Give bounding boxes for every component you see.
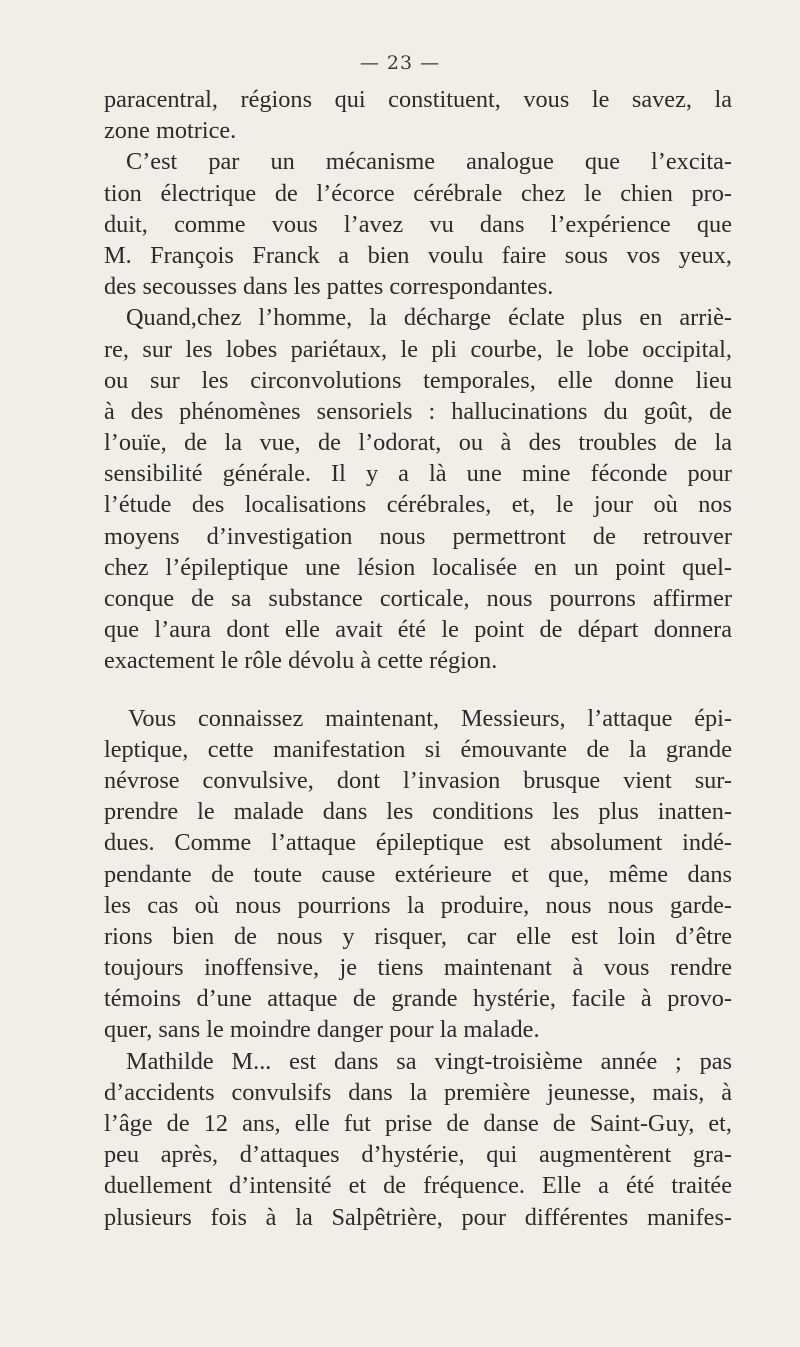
text-line: l’âge de 12 ans, elle fut prise de danse de Saint-Guy, et, <box>104 1110 732 1137</box>
text-line: M. François Franck a bien voulu faire sous vos yeux, <box>104 241 732 269</box>
text-line: que l’aura dont elle avait été le point de départ donnera <box>104 616 732 644</box>
text-line: ou sur les circonvolutions temporales, elle donne lieu <box>104 366 732 394</box>
text-line: quer, sans le moindre danger pour la malade. <box>104 1016 540 1044</box>
paragraph-gap <box>104 677 732 703</box>
paragraph <box>104 703 732 1046</box>
text-line: l’étude des localisations cérébrales, et, le jour où nos <box>104 491 732 519</box>
text-line: plusieurs fois à la Salpêtrière, pour différentes manifes- <box>104 1203 732 1231</box>
text-line: toujours inoffensive, je tiens maintenant à vous rendre <box>104 954 732 982</box>
text-line: Quand,chez l’homme, la décharge éclate plus en arriè- <box>126 304 732 332</box>
text-line: moyens d’investigation nous permettront de retrouver <box>104 522 732 550</box>
text-line: re, sur les lobes pariétaux, le pli courbe, le lobe occipital, <box>104 335 732 363</box>
text-line: zone motrice. <box>104 117 237 145</box>
text-line: paracentral, régions qui constituent, vous le savez, la <box>104 86 732 113</box>
text-line: l’ouïe, de la vue, de l’odorat, ou à des troubles de la <box>104 429 732 457</box>
text-line: prendre le malade dans les conditions les plus inatten- <box>104 798 732 826</box>
text-line: des secousses dans les pattes correspondantes. <box>104 273 554 301</box>
text-line: leptique, cette manifestation si émouvante de la grande <box>104 735 732 763</box>
text-line: névrose convulsive, dont l’invasion brusque vient sur- <box>104 766 732 794</box>
text-line: d’accidents convulsifs dans la première jeunesse, mais, à <box>104 1078 732 1106</box>
paragraph <box>104 146 732 302</box>
page-number: — 23 — <box>359 52 441 74</box>
text-line: tion électrique de l’écorce cérébrale chez le chien pro- <box>104 179 732 207</box>
paragraph <box>104 302 732 676</box>
paragraph <box>104 1046 732 1233</box>
text-line: C’est par un mécanisme analogue que l’excita- <box>126 148 732 176</box>
text-line: les cas où nous pourrions la produire, nous nous garde- <box>104 891 732 919</box>
text-line: peu après, d’attaques d’hystérie, qui augmentèrent gra- <box>104 1141 732 1169</box>
text-line: duit, comme vous l’avez vu dans l’expérience que <box>104 210 732 238</box>
body-text <box>104 84 732 1233</box>
text-line: rions bien de nous y risquer, car elle est loin d’être <box>104 922 732 950</box>
text-line: Vous connaissez maintenant, Messieurs, l’attaque épi- <box>128 704 732 732</box>
text-line: sensibilité générale. Il y a là une mine féconde pour <box>104 460 732 488</box>
text-line: duellement d’intensité et de fréquence. Elle a été traitée <box>104 1172 732 1200</box>
text-line: pendante de toute cause extérieure et que, même dans <box>104 860 732 888</box>
text-line: conque de sa substance corticale, nous pourrons affirmer <box>104 585 732 612</box>
text-line: Mathilde M... est dans sa vingt-troisième année ; pas <box>126 1047 732 1075</box>
text-line: chez l’épileptique une lésion localisée en un point quel- <box>104 553 732 581</box>
text-line: à des phénomènes sensoriels : hallucinations du goût, de <box>104 397 732 425</box>
paragraph <box>104 84 732 146</box>
text-line: témoins d’une attaque de grande hystérie, facile à provo- <box>104 985 732 1013</box>
text-line: dues. Comme l’attaque épileptique est absolument indé- <box>104 829 732 857</box>
text-line: exactement le rôle dévolu à cette région. <box>104 647 498 675</box>
